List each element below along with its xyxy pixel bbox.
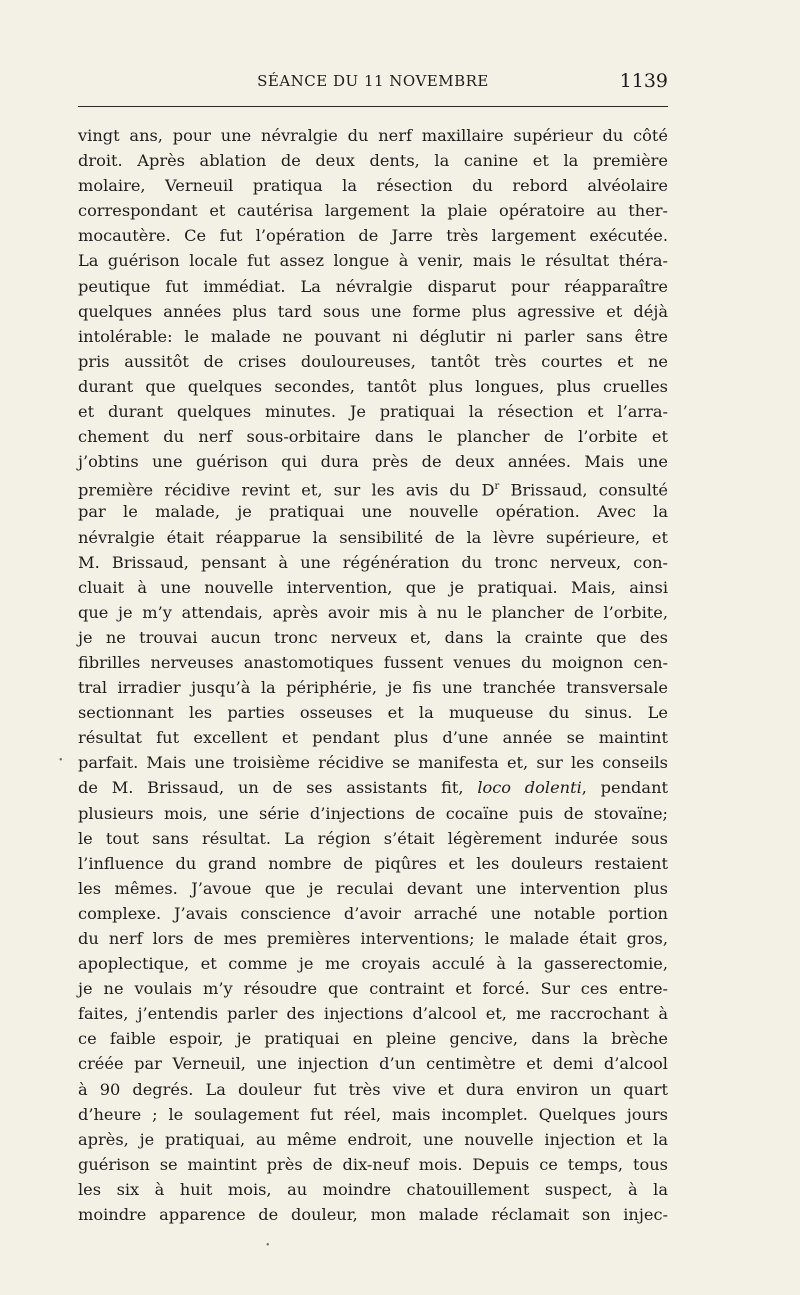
text-line: cluait à une nouvelle intervention, que je pratiquai. Mais, ainsi [78,577,668,597]
text-line: et durant quelques minutes. Je pratiquai la résection et l’arra- [78,402,668,422]
text-line: intolérable: le malade ne pouvant ni déglutir ni parler sans être [78,326,668,346]
text-line: du nerf lors de mes premières interventions; le malade était gros, [78,929,668,948]
text-line: l’influence du grand nombre de piqûres et les douleurs restaient [78,853,668,873]
page-number: 1139 [619,70,668,92]
text-line: je ne voulais m’y résoudre que contraint et forcé. Sur ces entre- [78,979,668,999]
text-line: peutique fut immédiat. La névralgie disparut pour réapparaître [78,276,668,296]
text-line: apoplectique, et comme je me croyais acculé à la gasserectomie, [78,954,668,974]
text-line: durant que quelques secondes, tantôt plus longues, plus cruelles [78,376,668,396]
text-line: fibrilles nerveuses anastomotiques fussent venues du moignon cen- [78,652,668,672]
text-line: première récidive revint et, sur les avis du $D^r$ Brissaud, consulté [78,480,668,500]
text-line: correspondant et cautérisa largement la plaie opératoire au ther- [78,201,668,221]
body-text [78,123,668,1227]
text-line: chement du nerf sous-orbitaire dans le plancher de l’orbite et [78,427,668,447]
text-line: complexe. J’avais conscience d’avoir arraché une notable portion [78,903,668,923]
text-line: mocautère. Ce fut l’opération de Jarre très largement exécutée. [78,226,668,246]
text-line: plusieurs mois, une série d’injections de cocaïne puis de stovaïne; [78,803,668,823]
text-line: guérison se maintint près de dix-neuf mois. Depuis ce temps, tous [78,1154,668,1174]
text-line: moindre apparence de douleur, mon malade réclamait son injec- [78,1205,668,1225]
text-line: tral irradier jusqu’à la périphérie, je fis une tranchée transversale [78,678,668,698]
text-line: sectionnant les parties osseuses et la muqueuse du sinus. Le [78,703,668,723]
text-line: que je m’y attendais, après avoir mis à nu le plancher de l’orbite, [78,602,668,622]
text-line: ce faible espoir, je pratiquai en pleine gencive, dans la brèche [78,1029,668,1049]
text-line: pris aussitôt de crises douloureuses, tantôt très courtes et ne [78,351,668,371]
margin-speck: • [59,755,63,766]
text-line: faites, j’entendis parler des injections d’alcool et, me raccrochant à [78,1004,668,1024]
header-rule [78,106,668,107]
bottom-speck: • [266,1240,270,1251]
text-line: je ne trouvai aucun tronc nerveux et, dans la crainte que des [78,627,668,647]
text-line: vingt ans, pour une névralgie du nerf maxillaire supérieur du côté [78,126,668,145]
text-line: créée par Verneuil, une injection d’un centimètre et demi d’alcool [78,1054,668,1074]
text-line: par le malade, je pratiquai une nouvelle opération. Avec la [78,502,668,522]
document-page [78,0,668,1295]
text-line: résultat fut excellent et pendant plus d’une année se maintint [78,728,668,748]
text-line: j’obtins une guérison qui dura près de deux années. Mais une [78,452,668,472]
text-line: le tout sans résultat. La région s’était légèrement indurée sous [78,828,668,848]
header-title: SÉANCE DU 11 NOVEMBRE [257,72,489,90]
text-line: molaire, Verneuil pratiqua la résection du rebord alvéolaire [78,176,668,196]
text-line: après, je pratiquai, au même endroit, une nouvelle injection et la [78,1129,668,1149]
text-line: La guérison locale fut assez longue à venir, mais le résultat théra- [78,251,668,271]
text-line: d’heure ; le soulagement fut réel, mais incomplet. Quelques jours [78,1104,668,1124]
running-header [78,70,668,98]
text-line: névralgie était réapparue la sensibilité de la lèvre supérieure, et [78,527,668,547]
text-line: les mêmes. J’avoue que je reculai devant une intervention plus [78,878,668,898]
text-line: quelques années plus tard sous une forme plus agressive et déjà [78,301,668,321]
text-line: de M. Brissaud, un de ses assistants fit, loco dolenti, pendant [78,778,668,798]
text-line: M. Brissaud, pensant à une régénération du tronc nerveux, con- [78,552,668,572]
text-line: droit. Après ablation de deux dents, la canine et la première [78,151,668,171]
text-line: parfait. Mais une troisième récidive se manifesta et, sur les conseils [78,753,668,773]
text-line: les six à huit mois, au moindre chatouillement suspect, à la [78,1179,668,1199]
text-line: à 90 degrés. La douleur fut très vive et dura environ un quart [78,1079,668,1099]
